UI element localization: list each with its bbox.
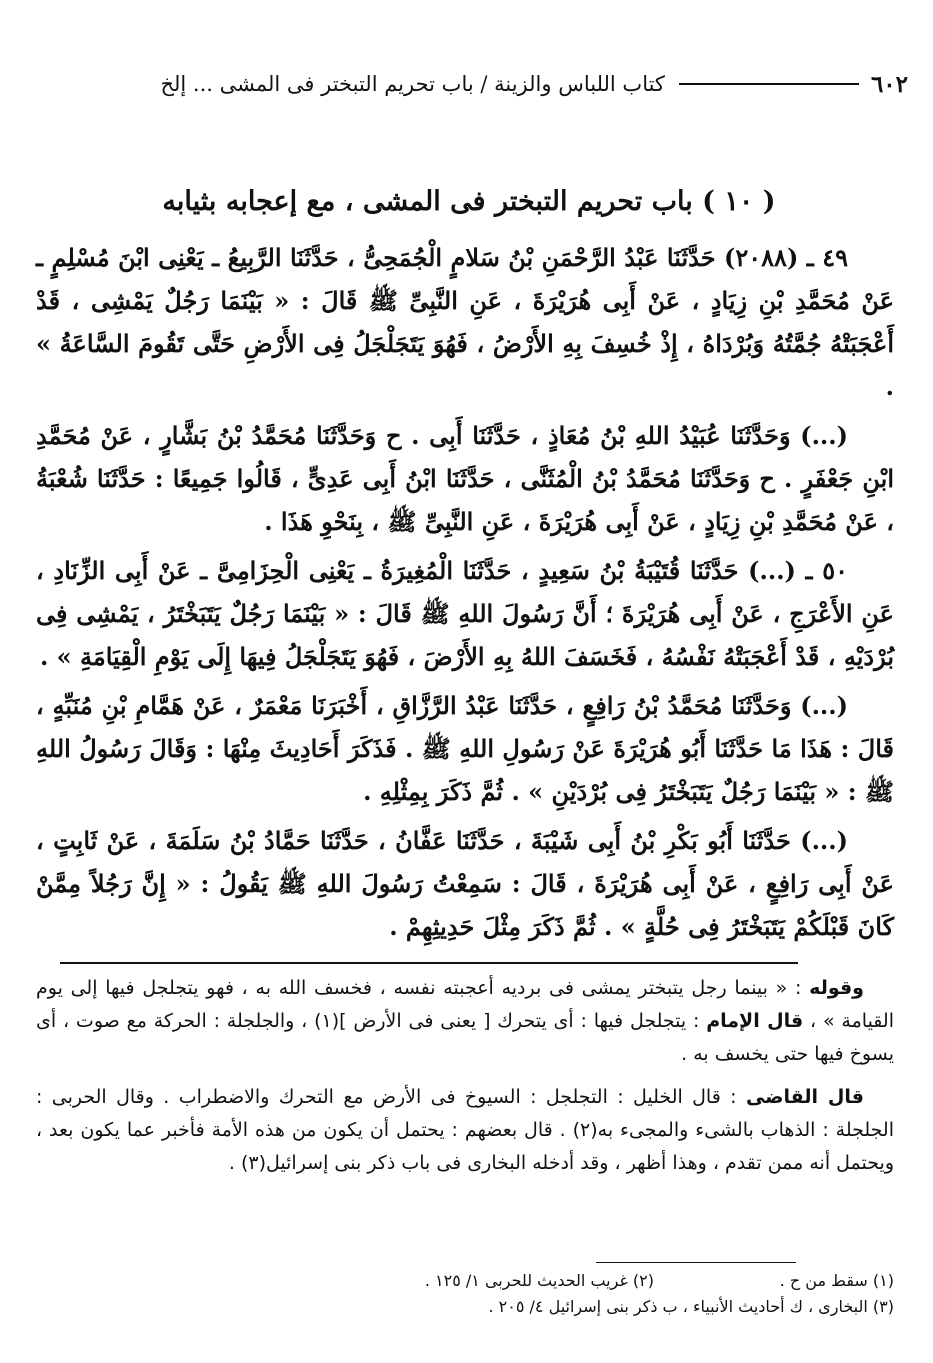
running-header [30,66,908,102]
footnote-2: (٢) غريب الحديث للحربى ١/ ١٢٥ . [424,1271,654,1290]
commentary-text: : يتجلجل فيها : أى يتحرك [ يعنى فى الأرض ](١) ، والجلجلة : الحركة مع صوت ، أى يسوخ فيها حتى يخسف به . [36,1010,894,1065]
hadith-paragraph: ٤٩ ـ (٢٠٨٨) حَدَّثَنَا عَبْدُ الرَّحْمَنِ بْنُ سَلامٍ الْجُمَحِىُّ ، حَدَّثَنَا الرَّبِيعُ ـ يَعْنِى ابْنَ مُسْلِمٍ ـ عَنْ مُحَمَّدِ بْنِ زِيَادٍ ، عَنْ أَبِى هُرَيْرَةَ ، عَنِ النَّبِىِّ ﷺ قَالَ : « بَيْنَمَا رَجُلٌ يَمْشِى ، قَدْ أَعْجَبَتْهُ جُمَّتُهُ وَبُرْدَاهُ ، إِذْ خُسِفَ بِهِ الأَرْضُ ، فَهُوَ يَتَجَلْجَلُ فِى الأَرْضِ حَتَّى تَقُومَ السَّاعَةُ » . [36,243,894,401]
commentary-divider [60,962,798,964]
footnote-3: (٣) البخارى ، ك أحاديث الأنبياء ، ب ذكر بنى إسرائيل ٤/ ٢٠٥ . [488,1297,894,1316]
commentary [36,972,894,1190]
commentary-lead: وقوله [809,977,864,999]
commentary-lead: قال القاضى [745,1086,864,1108]
commentary-lead: قال الإمام [706,1010,804,1032]
commentary-paragraph [36,972,894,1071]
chapter-title: ( ١٠ ) باب تحريم التبختر فى المشى ، مع إعجابه بثيابه [162,186,776,217]
footnote-row [36,1294,894,1320]
page-number: ٦٠٢ [870,70,908,98]
hadith-paragraph: (...) وَحَدَّثَنَا عُبَيْدُ اللهِ بْنُ مُعَاذٍ ، حَدَّثَنَا أَبِى . ح وَحَدَّثَنَا مُحَمَّدُ بْنُ بَشَّارٍ ، عَنْ مُحَمَّدِ ابْنِ جَعْفَرٍ . ح وَحَدَّثَنَا مُحَمَّدُ بْنُ الْمُثَنَّى ، حَدَّثَنَا ابْنُ أَبِى عَدِىٍّ ، قَالُوا جَمِيعًا : حَدَّثَنَا شُعْبَةُ ، عَنْ مُحَمَّدِ بْنِ زِيَادٍ ، عَنْ أَبِى هُرَيْرَةَ ، عَنِ النَّبِىِّ ﷺ ، بِنَحْوِ هَذَا . [36,421,894,536]
footnote-row [36,1268,894,1294]
commentary-text: : قال الخليل : التجلجل : السيوخ فى الأرض مع التحرك والاضطراب . وقال الحربى : الجلجلة : الذهاب بالشىء والمجىء به(٢) . قال بعضهم : يحتمل أن يكون من هذه الأمة فأخبر عما يكون بعد ، ويحتمل أنه ممن تقدم ، وهذا أظهر ، وقد أدخله البخارى فى باب ذكر بنى إسرائيل(٣) . [36,1086,894,1174]
header-rule [679,83,859,85]
hadith-paragraph: (...) حَدَّثَنَا أَبُو بَكْرِ بْنُ أَبِى شَيْبَةَ ، حَدَّثَنَا عَفَّانُ ، حَدَّثَنَا حَمَّادُ بْنُ سَلَمَةَ ، عَنْ ثَابِتٍ ، عَنْ أَبِى رَافِعٍ ، عَنْ أَبِى هُرَيْرَةَ ، قَالَ : سَمِعْتُ رَسُولَ اللهِ ﷺ يَقُولُ : « إِنَّ رَجُلاً مِمَّنْ كَانَ قَبْلَكُمْ يَتَبَخْتَرُ فِى حُلَّةٍ » . ثُمَّ ذَكَرَ مِثْلَ حَدِيثِهِمْ . [36,826,894,941]
hadith-paragraph: (...) وَحَدَّثَنَا مُحَمَّدُ بْنُ رَافِعٍ ، حَدَّثَنَا عَبْدُ الرَّزَّاقِ ، أَخْبَرَنَا مَعْمَرٌ ، عَنْ هَمَّامِ بْنِ مُنَبِّهٍ ، قَالَ : هَذَا مَا حَدَّثَنَا أَبُو هُرَيْرَةَ عَنْ رَسُولِ اللهِ ﷺ . فَذَكَرَ أَحَادِيثَ مِنْهَا : وَقَالَ رَسُولُ اللهِ ﷺ : « بَيْنَمَا رَجُلٌ يَتَبَخْتَرُ فِى بُرْدَيْنِ » . ثُمَّ ذَكَرَ بِمِثْلِهِ . [36,691,894,806]
footnote-1: (١) سقط من ح . [779,1271,894,1290]
commentary-text: : « بينما رجل يتبختر يمشى فى برديه أعجبته نفسه ، فخسف الله به ، فهو يتجلجل فيها إلى يوم القيامة » ، [36,977,894,1032]
footnote-divider [596,1262,796,1263]
header-title: كتاب اللباس والزينة / باب تحريم التبختر فى المشى ... إلخ [160,72,665,96]
hadith-paragraph: ٥٠ ـ (...) حَدَّثَنَا قُتَيْبَةُ بْنُ سَعِيدٍ ، حَدَّثَنَا الْمُغِيرَةُ ـ يَعْنِى الْحِزَامِىَّ ـ عَنْ أَبِى الزِّنَادِ ، عَنِ الأَعْرَجِ ، عَنْ أَبِى هُرَيْرَةَ ؛ أَنَّ رَسُولَ اللهِ ﷺ قَالَ : « بَيْنَمَا رَجُلٌ يَتَبَخْتَرُ ، يَمْشِى فِى بُرْدَيْهِ ، قَدْ أَعْجَبَتْهُ نَفْسُهُ ، فَخَسَفَ اللهُ بِهِ الأَرْضَ ، فَهُوَ يَتَجَلْجَلُ فِيهَا إِلَى يَوْمِ الْقِيَامَةِ » . [36,556,894,671]
footnotes [36,1268,894,1320]
hadith-body [36,236,894,954]
commentary-paragraph [36,1081,894,1180]
